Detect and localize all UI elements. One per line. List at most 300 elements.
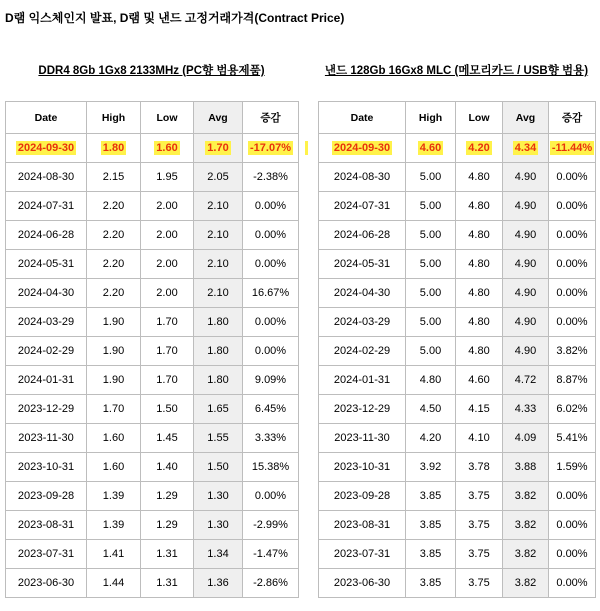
table-cell	[319, 540, 406, 569]
table-cell	[141, 395, 194, 424]
table-row	[319, 134, 596, 163]
table-cell	[319, 279, 406, 308]
cell-value: 1.90	[102, 374, 125, 386]
table-cell	[194, 192, 243, 221]
table-row	[6, 482, 299, 511]
table-cell	[243, 482, 299, 511]
cell-value: 2024-03-29	[17, 316, 75, 328]
cell-value: 2.20	[102, 200, 125, 212]
table-cell	[6, 163, 87, 192]
table-cell	[456, 453, 503, 482]
cell-value: 4.09	[514, 432, 537, 444]
cell-value: 3.85	[419, 519, 442, 531]
table-cell	[503, 395, 549, 424]
cell-value: 0.00%	[254, 258, 287, 270]
table-cell	[503, 308, 549, 337]
table-cell	[456, 134, 503, 163]
cell-value: 1.41	[102, 548, 125, 560]
table-cell	[6, 308, 87, 337]
table-row	[319, 366, 596, 395]
cell-value: 4.60	[419, 142, 442, 154]
table-cell	[406, 424, 456, 453]
table-cell	[194, 366, 243, 395]
cell-value: 0.00%	[556, 490, 588, 502]
cell-value: 1.80	[207, 345, 229, 357]
cell-value: 1.90	[102, 316, 125, 328]
table-row	[6, 192, 299, 221]
cell-value: 4.34	[514, 142, 537, 154]
table-cell	[406, 569, 456, 598]
cell-value: 2.10	[207, 287, 229, 299]
table-cell	[194, 134, 243, 163]
table-cell	[194, 424, 243, 453]
cell-value: 1.60	[156, 142, 178, 154]
table-cell	[549, 337, 596, 366]
table-cell	[503, 192, 549, 221]
cell-value: 4.90	[514, 258, 537, 270]
cell-value: 0.00%	[254, 345, 287, 357]
table-cell	[456, 511, 503, 540]
table-row	[6, 221, 299, 250]
table-cell	[406, 511, 456, 540]
cell-value: 1.95	[156, 171, 178, 183]
cell-value: 0.00%	[556, 229, 588, 241]
cell-value: 0.00%	[254, 316, 287, 328]
table-cell	[87, 279, 141, 308]
cell-value: 0.00%	[254, 200, 287, 212]
cell-value: 1.45	[156, 432, 178, 444]
cell-value: 5.00	[419, 171, 442, 183]
table-cell	[406, 482, 456, 511]
table-row	[319, 279, 596, 308]
cell-value: 3.82	[514, 519, 537, 531]
table-cell	[6, 511, 87, 540]
cell-value: 2023-06-30	[17, 577, 75, 589]
cell-value: 2023-09-28	[17, 490, 75, 502]
cell-value: 4.90	[514, 345, 537, 357]
table-cell	[549, 221, 596, 250]
cell-value: 2024-07-31	[17, 200, 75, 212]
cell-value: 3.82	[514, 490, 537, 502]
cell-value: 0.00%	[556, 519, 588, 531]
table-cell	[319, 163, 406, 192]
table-cell	[549, 308, 596, 337]
table-cell	[503, 511, 549, 540]
table-row	[319, 163, 596, 192]
cell-value: 1.39	[102, 490, 125, 502]
cell-value: 5.00	[419, 229, 442, 241]
table-row	[6, 395, 299, 424]
cell-value: 2024-06-28	[17, 229, 75, 241]
cell-value: 5.00	[419, 345, 442, 357]
table-cell	[6, 134, 87, 163]
cell-value: 2024-03-29	[333, 316, 391, 328]
cell-value: 0.00%	[556, 200, 588, 212]
cell-value: 2023-08-31	[17, 519, 75, 531]
table-cell	[194, 163, 243, 192]
cell-value: 2023-12-29	[17, 403, 75, 415]
cell-value: 3.78	[468, 461, 490, 473]
nand-price-table	[318, 101, 596, 598]
column-header: 증감	[549, 102, 596, 134]
table-cell	[243, 569, 299, 598]
table-cell	[6, 453, 87, 482]
table-cell	[503, 337, 549, 366]
cell-value: 0.00%	[254, 229, 287, 241]
table-header-row	[6, 102, 299, 134]
table-cell	[6, 395, 87, 424]
table-row	[6, 279, 299, 308]
table-row	[6, 569, 299, 598]
table-cell	[87, 192, 141, 221]
table-cell	[194, 569, 243, 598]
table-cell	[319, 482, 406, 511]
table-cell	[141, 453, 194, 482]
table-cell	[243, 308, 299, 337]
cell-value: 4.90	[514, 200, 537, 212]
table-cell	[406, 279, 456, 308]
cell-value: 8.87%	[556, 374, 588, 386]
cell-value: 3.85	[419, 548, 442, 560]
cell-value: 3.33%	[254, 432, 287, 444]
table-cell	[6, 250, 87, 279]
cell-value: 2024-01-31	[17, 374, 75, 386]
cell-value: 6.02%	[556, 403, 588, 415]
cell-value: 1.80	[207, 316, 229, 328]
cell-value: 2.00	[156, 287, 178, 299]
cell-value: 1.39	[102, 519, 125, 531]
cell-value: 1.60	[102, 461, 125, 473]
table-cell	[194, 337, 243, 366]
cell-value: -1.47%	[253, 548, 288, 560]
table-cell	[194, 279, 243, 308]
table-cell	[6, 221, 87, 250]
table-cell	[549, 482, 596, 511]
cell-value: 2024-09-30	[17, 142, 75, 154]
table-cell	[141, 337, 194, 366]
cell-value: 3.75	[468, 577, 490, 589]
table-cell	[243, 337, 299, 366]
table-row	[319, 482, 596, 511]
cell-value: 0.00%	[556, 287, 588, 299]
cell-value: 4.80	[468, 171, 490, 183]
cell-value: 1.60	[102, 432, 125, 444]
cell-value: 3.82	[514, 577, 537, 589]
table-cell	[456, 569, 503, 598]
cell-value: 3.75	[468, 490, 490, 502]
column-header: Avg	[503, 102, 549, 134]
table-row	[6, 453, 299, 482]
cell-value: 0.00%	[556, 577, 588, 589]
cell-value: -2.86%	[253, 577, 288, 589]
table-cell	[243, 511, 299, 540]
cell-value: 2.10	[207, 229, 229, 241]
table-cell	[456, 308, 503, 337]
table-cell	[319, 424, 406, 453]
cell-value: 2024-07-31	[333, 200, 391, 212]
cell-value: 2023-10-31	[333, 461, 391, 473]
cell-value: 4.20	[419, 432, 442, 444]
cell-value: 1.31	[156, 548, 178, 560]
table-cell	[87, 424, 141, 453]
dram-table-title: DDR4 8Gb 1Gx8 2133MHz (PC향 범용제품)	[38, 65, 265, 77]
table-cell	[503, 453, 549, 482]
table-cell	[6, 569, 87, 598]
cell-value: 15.38%	[251, 461, 290, 473]
table-cell	[243, 395, 299, 424]
table-cell	[549, 279, 596, 308]
table-cell	[141, 569, 194, 598]
cell-value: 1.31	[156, 577, 178, 589]
page-title: D램 익스체인지 발표, D램 및 낸드 고정거래가격(Contract Price)	[5, 11, 345, 25]
table-cell	[141, 192, 194, 221]
table-cell	[456, 540, 503, 569]
cell-value: 1.30	[207, 519, 229, 531]
table-header-row	[319, 102, 596, 134]
table-row	[6, 540, 299, 569]
table-cell	[456, 250, 503, 279]
table-cell	[406, 337, 456, 366]
table-cell	[406, 453, 456, 482]
cell-value: 1.40	[156, 461, 178, 473]
cell-value: -11.44%	[551, 142, 593, 154]
cell-value: 6.45%	[254, 403, 287, 415]
table-cell	[87, 308, 141, 337]
cell-value: 4.80	[468, 229, 490, 241]
column-header: Date	[319, 102, 406, 134]
cell-value: 2023-09-28	[333, 490, 391, 502]
table-row	[6, 163, 299, 192]
cell-value: 1.34	[207, 548, 229, 560]
cell-value: 2.10	[207, 258, 229, 270]
cell-value: 1.59%	[556, 461, 588, 473]
nand-table-title: 낸드 128Gb 16Gx8 MLC (메모리카드 / USB향 범용)	[324, 65, 589, 77]
table-cell	[549, 569, 596, 598]
cell-value: 1.70	[156, 374, 178, 386]
table-cell	[456, 221, 503, 250]
cell-value: 2023-11-30	[18, 432, 74, 444]
table-cell	[503, 250, 549, 279]
table-cell	[6, 482, 87, 511]
cell-value: 3.82	[514, 548, 537, 560]
table-row	[319, 395, 596, 424]
table-cell	[141, 221, 194, 250]
table-cell	[87, 221, 141, 250]
table-row	[6, 250, 299, 279]
cell-value: 4.33	[514, 403, 537, 415]
cell-value: 5.00	[419, 316, 442, 328]
table-cell	[6, 540, 87, 569]
cell-value: 1.90	[102, 345, 125, 357]
table-row	[319, 569, 596, 598]
table-cell	[6, 192, 87, 221]
table-cell	[503, 221, 549, 250]
table-cell	[194, 250, 243, 279]
column-header: High	[87, 102, 141, 134]
table-cell	[243, 163, 299, 192]
table-cell	[243, 221, 299, 250]
table-cell	[549, 366, 596, 395]
table-cell	[243, 366, 299, 395]
table-cell	[456, 279, 503, 308]
cell-value: 4.90	[514, 229, 537, 241]
cell-value: -2.99%	[253, 519, 288, 531]
column-header: 증감	[243, 102, 299, 134]
table-row	[319, 511, 596, 540]
table-cell	[319, 250, 406, 279]
table-cell	[549, 163, 596, 192]
table-cell	[503, 424, 549, 453]
table-cell	[87, 163, 141, 192]
table-cell	[406, 250, 456, 279]
cell-value: 4.80	[468, 200, 490, 212]
cell-value: -2.38%	[253, 171, 288, 183]
cell-value: 5.41%	[556, 432, 588, 444]
table-cell	[319, 134, 406, 163]
table-cell	[243, 250, 299, 279]
cell-value: 2.15	[102, 171, 125, 183]
table-cell	[503, 569, 549, 598]
table-cell	[87, 569, 141, 598]
table-cell	[194, 482, 243, 511]
table-row	[319, 337, 596, 366]
table-cell	[194, 395, 243, 424]
table-cell	[456, 424, 503, 453]
table-cell	[319, 337, 406, 366]
cell-value: 3.75	[468, 519, 490, 531]
table-cell	[87, 366, 141, 395]
cell-value: 4.80	[468, 345, 490, 357]
table-cell	[141, 163, 194, 192]
table-cell	[243, 540, 299, 569]
cell-value: 2023-12-29	[333, 403, 391, 415]
cell-value: 2.00	[156, 258, 178, 270]
table-cell	[141, 540, 194, 569]
cell-value: 2023-07-31	[333, 548, 391, 560]
table-cell	[549, 511, 596, 540]
cell-value: 1.29	[156, 490, 178, 502]
table-cell	[319, 221, 406, 250]
cell-value: 3.85	[419, 490, 442, 502]
table-cell	[319, 308, 406, 337]
cell-value: 4.90	[514, 287, 537, 299]
table-cell	[319, 395, 406, 424]
table-cell	[243, 424, 299, 453]
table-cell	[6, 366, 87, 395]
table-cell	[406, 308, 456, 337]
cell-value: 4.80	[468, 258, 490, 270]
table-cell	[87, 482, 141, 511]
table-row	[319, 250, 596, 279]
cell-value: 2.00	[156, 229, 178, 241]
table-cell	[456, 192, 503, 221]
cell-value: 4.20	[468, 142, 490, 154]
cell-value: 16.67%	[251, 287, 290, 299]
cell-value: 2024-01-31	[333, 374, 391, 386]
table-cell	[503, 540, 549, 569]
table-cell	[503, 163, 549, 192]
table-cell	[456, 395, 503, 424]
table-cell	[319, 453, 406, 482]
cell-value: 4.15	[468, 403, 490, 415]
table-cell	[141, 308, 194, 337]
table-cell	[456, 163, 503, 192]
table-cell	[194, 453, 243, 482]
cell-value: 3.82%	[556, 345, 588, 357]
column-header: Avg	[194, 102, 243, 134]
table-cell	[6, 424, 87, 453]
table-cell	[319, 366, 406, 395]
table-cell	[503, 482, 549, 511]
table-row	[319, 221, 596, 250]
cell-value: 1.29	[156, 519, 178, 531]
cell-value: 2023-11-30	[334, 432, 390, 444]
cell-value: 3.75	[468, 548, 490, 560]
table-cell	[141, 366, 194, 395]
table-cell	[87, 337, 141, 366]
table-cell	[549, 453, 596, 482]
table-cell	[87, 395, 141, 424]
table-cell	[243, 192, 299, 221]
table-cell	[87, 134, 141, 163]
table-row	[319, 424, 596, 453]
table-row	[319, 540, 596, 569]
table-cell	[549, 540, 596, 569]
cell-value: 4.60	[468, 374, 490, 386]
table-cell	[6, 337, 87, 366]
table-cell	[406, 395, 456, 424]
cell-value: 4.10	[468, 432, 490, 444]
cell-value: 0.00%	[556, 548, 588, 560]
cell-value: 2024-02-29	[333, 345, 391, 357]
cell-value: 1.50	[207, 461, 229, 473]
table-cell	[243, 453, 299, 482]
cell-value: 0.00%	[556, 171, 588, 183]
table-cell	[87, 250, 141, 279]
cell-value: 2023-08-31	[333, 519, 391, 531]
table-row	[6, 337, 299, 366]
cell-value: 2024-08-30	[17, 171, 75, 183]
cell-value: 1.80	[207, 374, 229, 386]
table-cell	[141, 279, 194, 308]
table-cell	[549, 395, 596, 424]
cell-value: 1.80	[102, 142, 125, 154]
table-cell	[319, 192, 406, 221]
cell-value: 2.20	[102, 287, 125, 299]
table-cell	[406, 192, 456, 221]
table-cell	[406, 163, 456, 192]
table-cell	[141, 511, 194, 540]
table-cell	[406, 540, 456, 569]
cell-value: 4.50	[419, 403, 442, 415]
cell-value: 1.70	[156, 316, 178, 328]
column-header: High	[406, 102, 456, 134]
dram-price-table	[5, 101, 299, 598]
table-cell	[456, 337, 503, 366]
cell-value: 4.80	[468, 316, 490, 328]
cell-value: 2024-06-28	[333, 229, 391, 241]
cell-value: 5.00	[419, 258, 442, 270]
cell-value: 2023-10-31	[17, 461, 75, 473]
cell-value: 4.90	[514, 171, 537, 183]
table-row	[6, 134, 299, 163]
table-row	[319, 308, 596, 337]
cell-value: 9.09%	[254, 374, 287, 386]
table-row	[319, 453, 596, 482]
cell-value: 2.10	[207, 200, 229, 212]
table-row	[6, 511, 299, 540]
cell-value: 2024-04-30	[333, 287, 391, 299]
